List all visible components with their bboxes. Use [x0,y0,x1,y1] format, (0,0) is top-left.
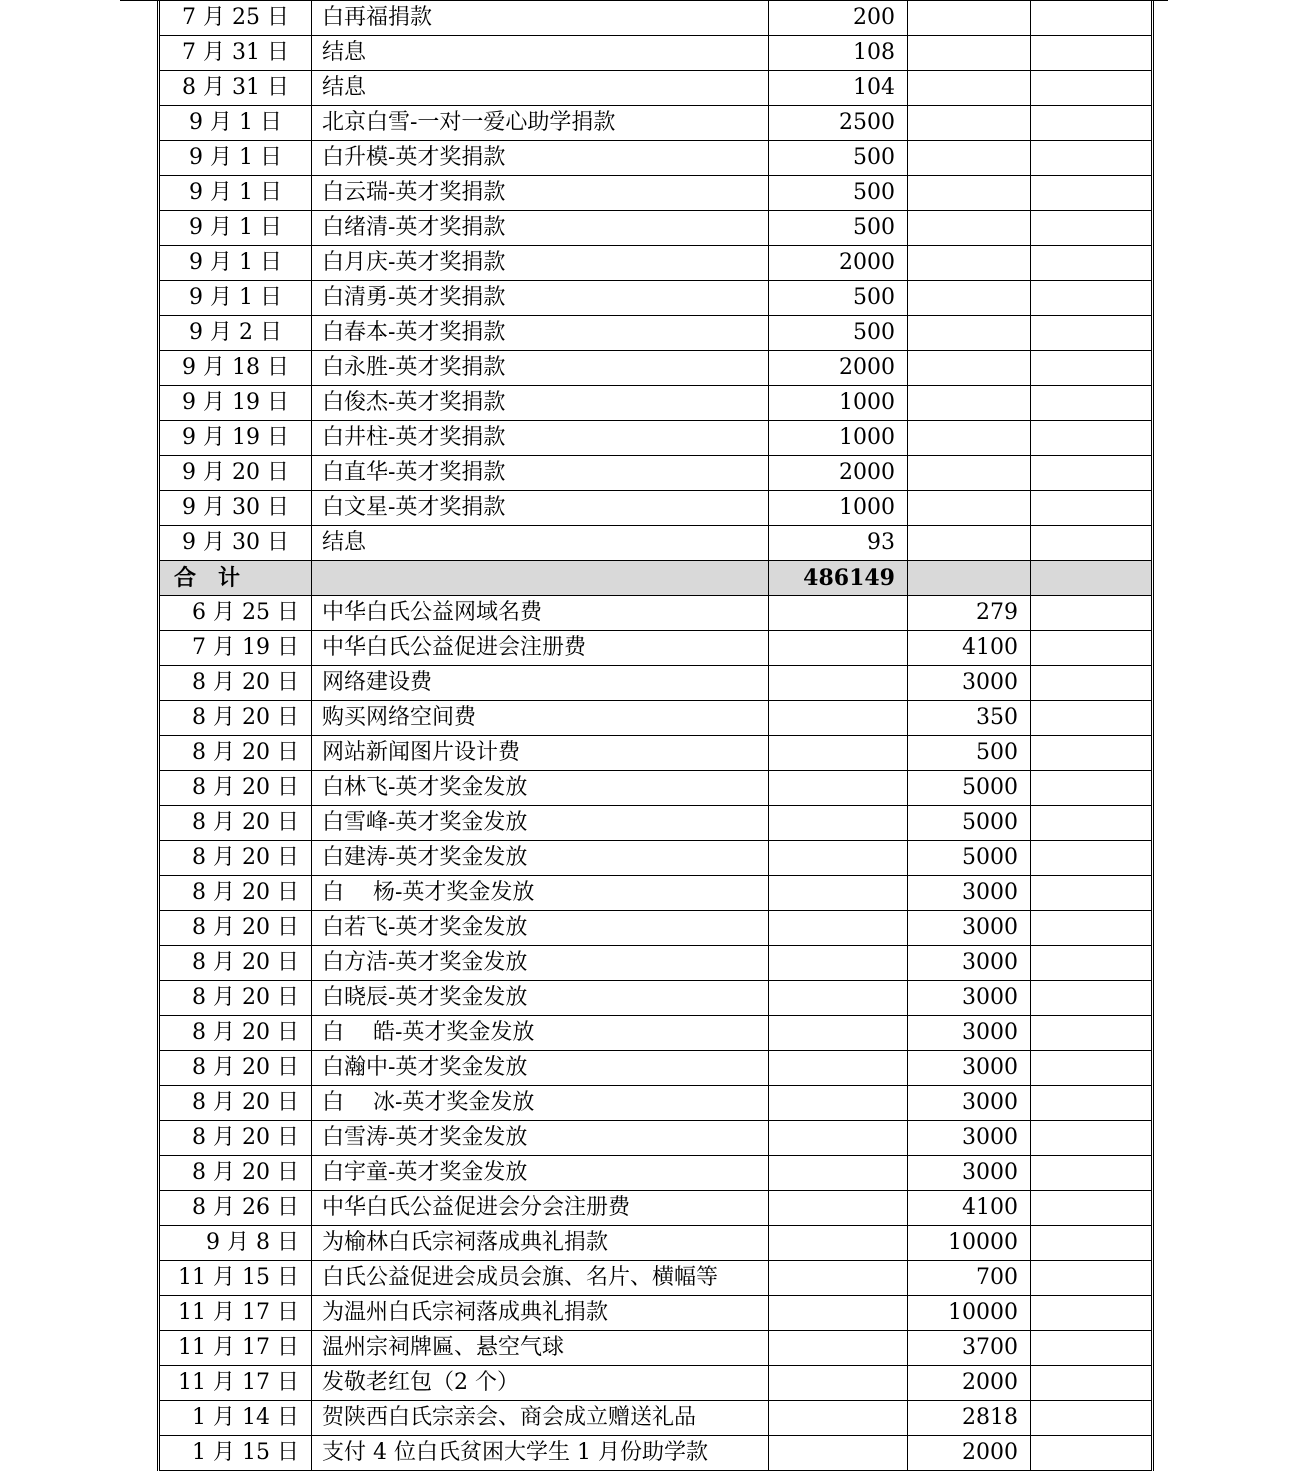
expense-amount-cell: 2000 [908,1366,1031,1401]
balance-cell [1031,491,1153,526]
description-cell: 白俊杰-英才奖捐款 [312,386,769,421]
expense-amount-cell [908,1,1031,36]
expense-amount-cell: 10000 [908,1296,1031,1331]
table-row [159,1,1153,36]
date-cell: 8 月 20 日 [159,911,312,946]
expense-amount-cell [908,421,1031,456]
date-cell: 11 月 15 日 [159,1261,312,1296]
expense-amount-cell: 3000 [908,1051,1031,1086]
income-amount-cell: 500 [769,141,908,176]
balance-cell [1031,386,1153,421]
income-amount-cell: 2000 [769,351,908,386]
balance-cell [1031,281,1153,316]
table-row [159,176,1153,211]
balance-cell [1031,1366,1153,1401]
expense-amount-cell: 5000 [908,841,1031,876]
date-cell: 9 月 18 日 [159,351,312,386]
table-row [159,141,1153,176]
table-row [159,316,1153,351]
expense-amount-cell: 700 [908,1261,1031,1296]
table-row [159,526,1153,561]
date-cell: 9 月 30 日 [159,526,312,561]
expense-amount-cell: 4100 [908,1191,1031,1226]
table-row [159,1051,1153,1086]
table-row [159,1436,1153,1471]
date-cell: 8 月 31 日 [159,71,312,106]
expense-amount-cell: 500 [908,736,1031,771]
table-row [159,386,1153,421]
date-cell: 8 月 26 日 [159,1191,312,1226]
expense-amount-cell [908,141,1031,176]
description-cell: 白晓辰-英才奖金发放 [312,981,769,1016]
balance-cell [1031,211,1153,246]
table-row [159,1121,1153,1156]
table-row [159,1296,1153,1331]
balance-cell [1031,666,1153,701]
balance-cell [1031,596,1153,631]
income-amount-cell: 108 [769,36,908,71]
expense-amount-cell: 5000 [908,806,1031,841]
expense-amount-cell [908,211,1031,246]
table-row [159,281,1153,316]
table-row [159,666,1153,701]
balance-cell [1031,316,1153,351]
income-amount-cell: 500 [769,176,908,211]
date-cell: 8 月 20 日 [159,806,312,841]
date-cell: 8 月 20 日 [159,1051,312,1086]
income-amount-cell [769,666,908,701]
description-cell: 结息 [312,36,769,71]
date-cell: 9 月 2 日 [159,316,312,351]
description-cell: 白 皓-英才奖金发放 [312,1016,769,1051]
description-cell: 发敬老红包（2 个） [312,1366,769,1401]
income-amount-cell [769,841,908,876]
income-amount-cell [769,876,908,911]
income-amount-cell [769,1296,908,1331]
expense-amount-cell [908,526,1031,561]
table-row [159,876,1153,911]
income-amount-cell [769,1016,908,1051]
balance-cell [1031,841,1153,876]
balance-cell [1031,736,1153,771]
table-row [159,1261,1153,1296]
table-row [159,596,1153,631]
income-amount-cell: 500 [769,281,908,316]
expense-amount-cell: 3000 [908,1156,1031,1191]
expense-amount-cell: 3000 [908,981,1031,1016]
expense-amount-cell: 4100 [908,631,1031,666]
description-cell: 白 杨-英才奖金发放 [312,876,769,911]
balance-cell [1031,36,1153,71]
balance-cell [1031,141,1153,176]
income-amount-cell: 104 [769,71,908,106]
table-row [159,701,1153,736]
description-cell: 北京白雪-一对一爱心助学捐款 [312,106,769,141]
balance-cell [1031,106,1153,141]
balance-cell [1031,246,1153,281]
income-amount-cell [769,1156,908,1191]
balance-cell [1031,561,1153,596]
description-cell: 白氏公益促进会成员会旗、名片、横幅等 [312,1261,769,1296]
income-amount-cell [769,1191,908,1226]
income-amount-cell [769,1331,908,1366]
description-cell: 白永胜-英才奖捐款 [312,351,769,386]
description-cell: 白月庆-英才奖捐款 [312,246,769,281]
date-cell: 9 月 20 日 [159,456,312,491]
table-row [159,106,1153,141]
date-cell: 9 月 30 日 [159,491,312,526]
table-row [159,351,1153,386]
table-row [159,1016,1153,1051]
table-row [159,631,1153,666]
table-row [159,36,1153,71]
expense-amount-cell: 3000 [908,876,1031,911]
table-row [159,736,1153,771]
description-cell: 白瀚中-英才奖金发放 [312,1051,769,1086]
expense-amount-cell [908,281,1031,316]
table-row [159,71,1153,106]
description-cell: 中华白氏公益网域名费 [312,596,769,631]
expense-amount-cell: 3000 [908,1086,1031,1121]
description-cell: 白井柱-英才奖捐款 [312,421,769,456]
expense-amount-cell [908,176,1031,211]
description-cell: 白直华-英才奖捐款 [312,456,769,491]
expense-amount-cell [908,351,1031,386]
balance-cell [1031,1051,1153,1086]
date-cell: 1 月 15 日 [159,1436,312,1471]
balance-cell [1031,1086,1153,1121]
balance-cell [1031,1226,1153,1261]
balance-cell [1031,1331,1153,1366]
expense-amount-cell [908,106,1031,141]
date-cell: 8 月 20 日 [159,701,312,736]
balance-cell [1031,1401,1153,1436]
date-cell: 11 月 17 日 [159,1296,312,1331]
table-row [159,1226,1153,1261]
income-amount-cell [769,596,908,631]
description-cell: 中华白氏公益促进会分会注册费 [312,1191,769,1226]
expense-amount-cell: 3000 [908,1016,1031,1051]
description-cell: 结息 [312,71,769,106]
balance-cell [1031,701,1153,736]
balance-cell [1031,1121,1153,1156]
description-cell [312,561,769,596]
description-cell: 白春本-英才奖捐款 [312,316,769,351]
expense-amount-cell: 3000 [908,666,1031,701]
date-cell: 9 月 19 日 [159,421,312,456]
income-amount-cell: 500 [769,316,908,351]
description-cell: 白林飞-英才奖金发放 [312,771,769,806]
expense-amount-cell: 350 [908,701,1031,736]
income-amount-cell [769,736,908,771]
balance-cell [1031,1,1153,36]
income-amount-cell [769,1436,908,1471]
date-cell: 8 月 20 日 [159,1156,312,1191]
balance-cell [1031,1016,1153,1051]
expense-amount-cell [908,456,1031,491]
balance-cell [1031,806,1153,841]
description-cell: 白升模-英才奖捐款 [312,141,769,176]
income-amount-cell: 200 [769,1,908,36]
income-amount-cell [769,771,908,806]
balance-cell [1031,176,1153,211]
description-cell: 白若飞-英才奖金发放 [312,911,769,946]
income-amount-cell [769,946,908,981]
description-cell: 购买网络空间费 [312,701,769,736]
description-cell: 白绪清-英才奖捐款 [312,211,769,246]
date-cell: 9 月 1 日 [159,211,312,246]
balance-cell [1031,1296,1153,1331]
date-cell: 9 月 19 日 [159,386,312,421]
date-cell: 6 月 25 日 [159,596,312,631]
balance-cell [1031,876,1153,911]
date-cell: 8 月 20 日 [159,1086,312,1121]
income-amount-cell [769,1401,908,1436]
table-row [159,1156,1153,1191]
date-cell: 9 月 1 日 [159,141,312,176]
balance-cell [1031,1156,1153,1191]
income-amount-cell: 93 [769,526,908,561]
date-cell: 9 月 1 日 [159,176,312,211]
expense-amount-cell: 3700 [908,1331,1031,1366]
table-row [159,1366,1153,1401]
income-amount-cell [769,631,908,666]
income-amount-cell: 500 [769,211,908,246]
expense-amount-cell [908,491,1031,526]
expense-amount-cell [908,71,1031,106]
expense-amount-cell [908,316,1031,351]
expense-amount-cell [908,36,1031,71]
date-cell: 8 月 20 日 [159,946,312,981]
expense-amount-cell: 279 [908,596,1031,631]
date-cell: 9 月 1 日 [159,106,312,141]
income-amount-cell [769,1121,908,1156]
income-amount-cell [769,981,908,1016]
description-cell: 结息 [312,526,769,561]
table-row [159,421,1153,456]
expense-amount-cell: 5000 [908,771,1031,806]
description-cell: 白雪涛-英才奖金发放 [312,1121,769,1156]
date-cell: 7 月 25 日 [159,1,312,36]
income-amount-cell: 1000 [769,421,908,456]
balance-cell [1031,631,1153,666]
date-cell: 11 月 17 日 [159,1331,312,1366]
income-amount-cell: 2500 [769,106,908,141]
table-row [159,491,1153,526]
date-cell: 11 月 17 日 [159,1366,312,1401]
description-cell: 为温州白氏宗祠落成典礼捐款 [312,1296,769,1331]
table-row [159,946,1153,981]
balance-cell [1031,981,1153,1016]
expense-amount-cell: 2818 [908,1401,1031,1436]
table-row [159,1191,1153,1226]
balance-cell [1031,421,1153,456]
table-row [159,1401,1153,1436]
date-cell: 8 月 20 日 [159,981,312,1016]
date-cell: 9 月 1 日 [159,281,312,316]
table-row [159,806,1153,841]
table-row [159,981,1153,1016]
expense-amount-cell: 10000 [908,1226,1031,1261]
income-amount-cell [769,911,908,946]
description-cell: 白建涛-英才奖金发放 [312,841,769,876]
balance-cell [1031,1436,1153,1471]
expense-amount-cell: 3000 [908,1121,1031,1156]
description-cell: 白宇童-英才奖金发放 [312,1156,769,1191]
description-cell: 网站新闻图片设计费 [312,736,769,771]
income-amount-cell [769,1051,908,1086]
table-row [159,771,1153,806]
date-cell: 7 月 31 日 [159,36,312,71]
income-amount-cell [769,1366,908,1401]
expense-amount-cell: 3000 [908,911,1031,946]
date-cell: 7 月 19 日 [159,631,312,666]
date-cell: 8 月 20 日 [159,1016,312,1051]
income-amount-cell [769,806,908,841]
table-row [159,1331,1153,1366]
description-cell: 中华白氏公益促进会注册费 [312,631,769,666]
expense-amount-cell [908,246,1031,281]
date-cell: 9 月 1 日 [159,246,312,281]
income-amount-cell: 1000 [769,491,908,526]
balance-cell [1031,1191,1153,1226]
description-cell: 白云瑞-英才奖捐款 [312,176,769,211]
balance-cell [1031,526,1153,561]
income-amount-cell [769,701,908,736]
table-row [159,246,1153,281]
description-cell: 白 冰-英才奖金发放 [312,1086,769,1121]
description-cell: 为榆林白氏宗祠落成典礼捐款 [312,1226,769,1261]
table-row [159,911,1153,946]
description-cell: 白雪峰-英才奖金发放 [312,806,769,841]
table-row [159,1086,1153,1121]
date-cell: 8 月 20 日 [159,1121,312,1156]
description-cell: 白清勇-英才奖捐款 [312,281,769,316]
description-cell: 网络建设费 [312,666,769,701]
balance-cell [1031,946,1153,981]
balance-cell [1031,351,1153,386]
description-cell: 支付 4 位白氏贫困大学生 1 月份助学款 [312,1436,769,1471]
description-cell: 贺陕西白氏宗亲会、商会成立赠送礼品 [312,1401,769,1436]
expense-amount-cell: 3000 [908,946,1031,981]
date-cell: 8 月 20 日 [159,876,312,911]
table-row [159,841,1153,876]
table-row [159,211,1153,246]
income-amount-cell: 1000 [769,386,908,421]
income-amount-cell: 2000 [769,246,908,281]
description-cell: 白文星-英才奖捐款 [312,491,769,526]
date-cell: 9 月 8 日 [159,1226,312,1261]
expense-amount-cell [908,386,1031,421]
total-amount: 486149 [769,561,908,596]
date-cell: 8 月 20 日 [159,666,312,701]
balance-cell [1031,771,1153,806]
income-amount-cell [769,1086,908,1121]
description-cell: 白方洁-英才奖金发放 [312,946,769,981]
balance-cell [1031,71,1153,106]
balance-cell [1031,911,1153,946]
income-amount-cell [769,1261,908,1296]
date-cell: 8 月 20 日 [159,736,312,771]
date-cell: 8 月 20 日 [159,841,312,876]
balance-cell [1031,456,1153,491]
description-cell: 温州宗祠牌匾、悬空气球 [312,1331,769,1366]
expense-amount-cell: 2000 [908,1436,1031,1471]
table-row [159,456,1153,491]
ledger-table [157,0,1154,1471]
income-amount-cell [769,1226,908,1261]
total-row [159,561,1153,596]
income-amount-cell: 2000 [769,456,908,491]
date-cell: 1 月 14 日 [159,1401,312,1436]
balance-cell [1031,1261,1153,1296]
date-cell: 8 月 20 日 [159,771,312,806]
description-cell: 白再福捐款 [312,1,769,36]
expense-amount-cell [908,561,1031,596]
total-label: 合计 [159,561,312,596]
